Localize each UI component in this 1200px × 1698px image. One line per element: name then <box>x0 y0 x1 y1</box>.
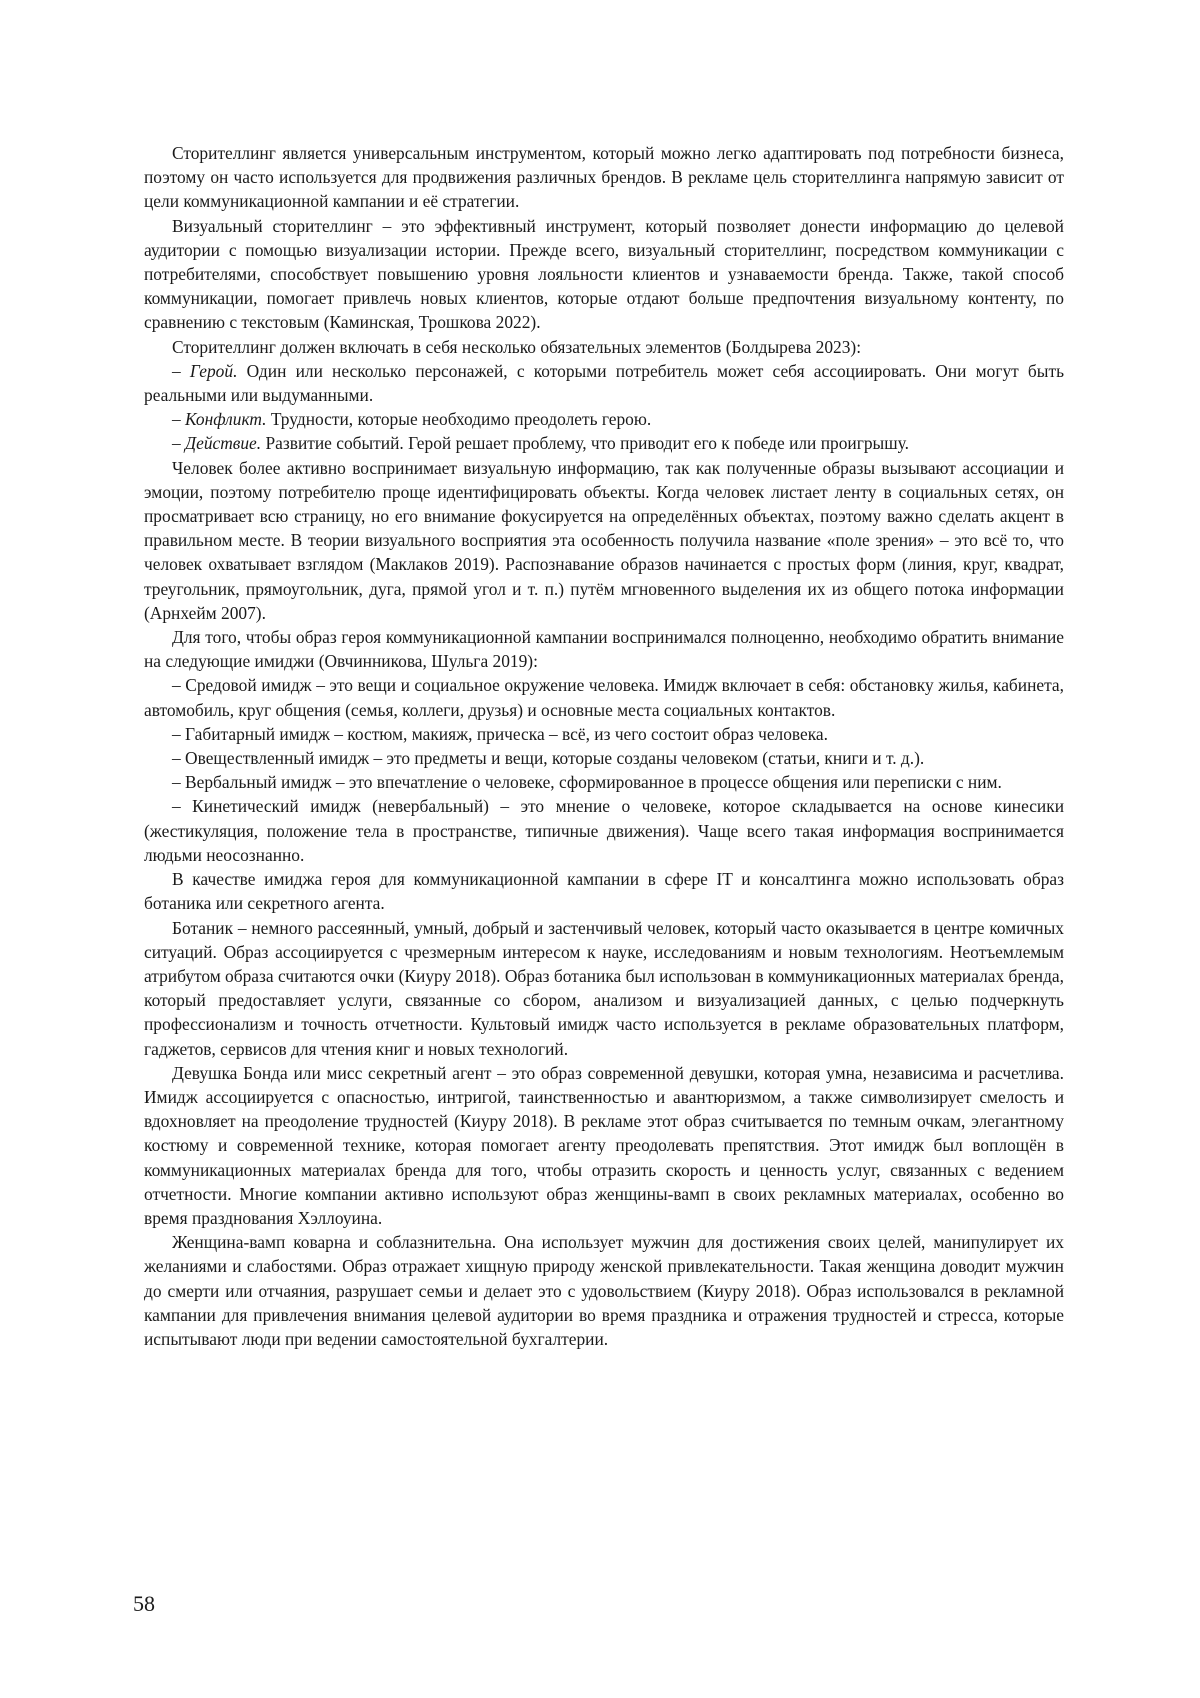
element-term: Конфликт. <box>185 409 267 430</box>
element-text: Трудности, которые необходимо преодолеть герою. <box>266 409 652 430</box>
paragraph: Человек более активно воспринимает визуальную информацию, так как полученные образы вызывают ассоциации и эмоции, поэтому потребителю проще идентифицировать объекты. Когда человек листает ленту в социальных сетях, он просматривает всю страницу, но его внимание фокусируется на определённых объектах, поэтому важно сделать акцент в правильном месте. В теории визуального восприятия эта особенность получила название «поле зрения» – это всё то, что человек охватывает взглядом (Маклаков 2019). Распознавание образов начинается с простых форм (линия, круг, квадрат, треугольник, прямоугольник, дуга, прямой угол и т. п.) путём мгновенного выделения их из общего потока информации (Арнхейм 2007). <box>144 457 1064 623</box>
element-item-conflict <box>144 407 1064 431</box>
image-item: – Вербальный имидж – это впечатление о человеке, сформированное в процессе общения или переписки с ним. <box>172 772 1002 793</box>
paragraph: Визуальный сторителлинг – это эффективный инструмент, который позволяет донести информацию до целевой аудитории с помощью визуализации истории. Прежде всего, визуальный сторителлинг, посредством коммуникации с потребителями, способствует повышению уровня лояльности клиентов и узнаваемости бренда. Также, такой способ коммуникации, помогает привлечь новых клиентов, которые отдают больше предпочтения визуальному контенту, по сравнению с текстовым (Каминская, Трошкова 2022). <box>144 215 1064 333</box>
list-dash: – <box>172 433 186 454</box>
page-number: 58 <box>133 1591 155 1616</box>
paragraph: В качестве имиджа героя для коммуникационной кампании в сфере IT и консалтинга можно использовать образ ботаника или секретного агента. <box>144 869 1064 914</box>
element-item-hero <box>144 359 1064 407</box>
paragraph: Сторителлинг должен включать в себя несколько обязательных элементов (Болдырева 2023): <box>172 336 862 357</box>
image-item: – Габитарный имидж – костюм, макияж, прическа – всё, из чего состоит образ человека. <box>172 723 829 744</box>
paragraph: Ботаник – немного рассеянный, умный, добрый и застенчивый человек, который часто оказывается в центре комичных ситуаций. Образ ассоциируется с чрезмерным интересом к науке, исследованиям и новым технологиям. Неотъемлемым атрибутом образа считаются очки (Киуру 2018). Образ ботаника был использован в коммуникационных материалах бренда, который предоставляет услуги, связанные со сбором, анализом и визуализацией данных, с целью подчеркнуть профессионализм и точность отчетности. Культовый имидж часто используется в рекламе образовательных платформ, гаджетов, сервисов для чтения книг и новых технологий. <box>144 917 1064 1059</box>
paragraph: Сторителлинг является универсальным инструментом, который можно легко адаптировать под потребности бизнеса, поэтому он часто используется для продвижения различных брендов. В рекламе цель сторителлинга напрямую зависит от цели коммуникационной кампании и её стратегии. <box>144 143 1064 212</box>
element-term: Действие. <box>185 433 262 454</box>
body-text <box>144 141 1064 1351</box>
paragraph: Женщина-вамп коварна и соблазнительна. Она использует мужчин для достижения своих целей, манипулирует их желаниями и слабостями. Образ отражает хищную природу женской привлекательности. Такая женщина доводит мужчин до смерти или отчаяния, разрушает семьи и делает это с удовольствием (Киуру 2018). Образ использовался в рекламной кампании для привлечения внимания целевой аудитории во время праздника и отражения трудностей и стресса, которые испытывают люди при ведении самостоятельной бухгалтерии. <box>144 1232 1064 1349</box>
paragraph: Девушка Бонда или мисс секретный агент – это образ современной девушки, которая умна, независима и расчетлива. Имидж ассоциируется с опасностью, интригой, таинственностью и авантюризмом, а также символизирует смелость и вдохновляет на преодоление трудностей (Киуру 2018). В рекламе этот образ считывается по темным очкам, элегантному костюму и современной технике, которая помогает агенту преодолевать препятствия. Этот имидж был воплощён в коммуникационных материалах бренда для того, чтобы отразить скорость и ценность услуг, связанных с ведением отчетности. Многие компании активно используют образ женщины-вамп в своих рекламных материалах, особенно во время празднования Хэллоуина. <box>144 1062 1064 1228</box>
image-item: – Овеществленный имидж – это предметы и вещи, которые созданы человеком (статьи, книги и т. д.). <box>172 748 925 769</box>
element-text: Развитие событий. Герой решает проблему, что приводит его к победе или проигрышу. <box>261 433 909 454</box>
element-text: Один или несколько персонажей, с которыми потребитель может себя ассоциировать. Они могут быть реальными или выдуманными. <box>144 360 1065 406</box>
image-item: – Кинетический имидж (невербальный) – это мнение о человеке, которое складывается на основе кинесики (жестикуляция, положение тела в пространстве, типичные движения). Чаще всего такая информация воспринимается людьми неосознанно. <box>144 796 1064 865</box>
list-dash: – <box>172 360 190 381</box>
image-item: – Средовой имидж – это вещи и социальное окружение человека. Имидж включает в себя: обстановку жилья, кабинета, автомобиль, круг общения (семья, коллеги, друзья) и основные места социальных контактов. <box>144 675 1064 720</box>
list-dash: – <box>172 409 186 430</box>
element-item-action <box>144 431 1064 455</box>
paragraph: Для того, чтобы образ героя коммуникационной кампании воспринимался полноценно, необходимо обратить внимание на следующие имиджи (Овчинникова, Шульга 2019): <box>144 627 1064 672</box>
element-term: Герой. <box>189 360 238 381</box>
